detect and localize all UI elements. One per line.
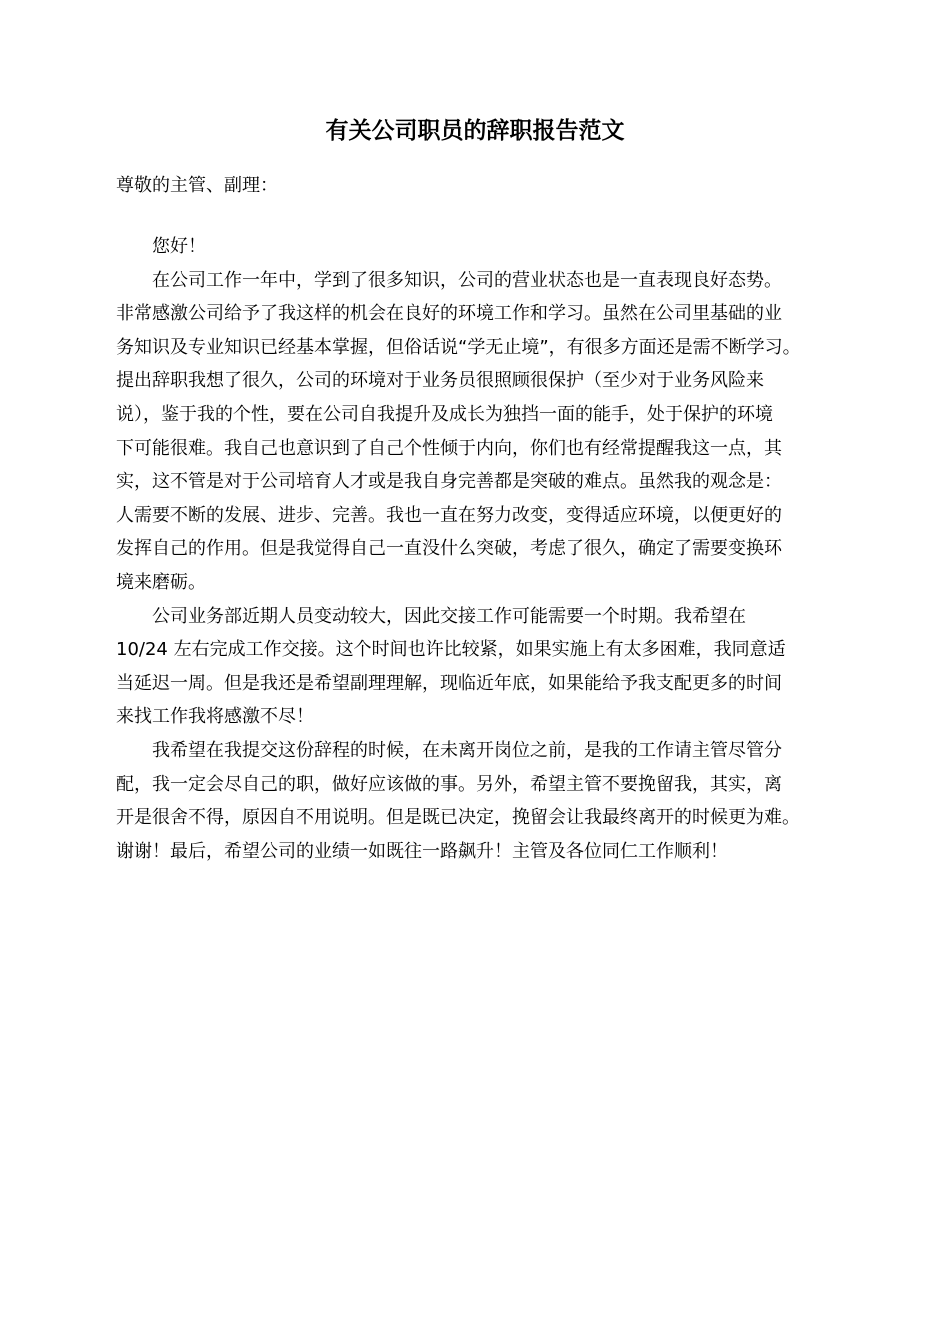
body-line: 说），鉴于我的个性，要在公司自我提升及成长为独挡一面的能手，处于保护的环境 xyxy=(116,403,773,425)
body-line: 下可能很难。我自己也意识到了自己个性倾于内向，你们也有经常提醒我这一点，其 xyxy=(116,437,782,459)
body-line: 我希望在我提交这份辞程的时候，在未离开岗位之前，是我的工作请主管尽管分 xyxy=(152,739,782,761)
body-line: 非常感激公司给予了我这样的机会在良好的环境工作和学习。虽然在公司里基础的业 xyxy=(116,303,782,325)
body-line: 提出辞职我想了很久，公司的环境对于业务员很照顾很保护（至少对于业务风险来 xyxy=(116,370,764,392)
body-line: 务知识及专业知识已经基本掌握，但俗话说“学无止境”，有很多方面还是需不断学习。 xyxy=(116,336,801,358)
document-title: 有关公司职员的辞职报告范文 xyxy=(325,118,625,144)
body-line: 开是很舍不得，原因自不用说明。但是既已决定，挽留会让我最终离开的时候更为难。 xyxy=(116,807,800,829)
body-line: 人需要不断的发展、进步、完善。我也一直在努力改变，变得适应环境，以便更好的 xyxy=(116,504,782,526)
body-line: 境来磨砺。 xyxy=(116,571,206,593)
body-line: 来找工作我将感激不尽！ xyxy=(116,706,314,728)
body-line: 发挥自己的作用。但是我觉得自己一直没什么突破，考虑了很久，确定了需要变换环 xyxy=(116,538,782,560)
body-line: 配，我一定会尽自己的职，做好应该做的事。另外，希望主管不要挽留我，其实，离 xyxy=(116,773,782,795)
body-line: 在公司工作一年中，学到了很多知识，公司的营业状态也是一直表现良好态势。 xyxy=(152,269,782,291)
body-line: 您好！ xyxy=(152,236,206,257)
body-line: 实，这不管是对于公司培育人才或是我自身完善都是突破的难点。虽然我的观念是： xyxy=(116,471,782,493)
letter-body xyxy=(116,230,836,868)
body-line: 公司业务部近期人员变动较大，因此交接工作可能需要一个时期。我希望在 xyxy=(152,605,746,627)
body-line: 10/24 左右完成工作交接。这个时间也许比较紧，如果实施上有太多困难，我同意适 xyxy=(116,639,786,661)
salutation: 尊敬的主管、副理： xyxy=(116,175,278,196)
body-line: 当延迟一周。但是我还是希望副理理解，现临近年底，如果能给予我支配更多的时间 xyxy=(116,672,782,694)
body-line: 谢谢！最后，希望公司的业绩一如既往一路飙升！主管及各位同仁工作顺利！ xyxy=(116,840,728,862)
